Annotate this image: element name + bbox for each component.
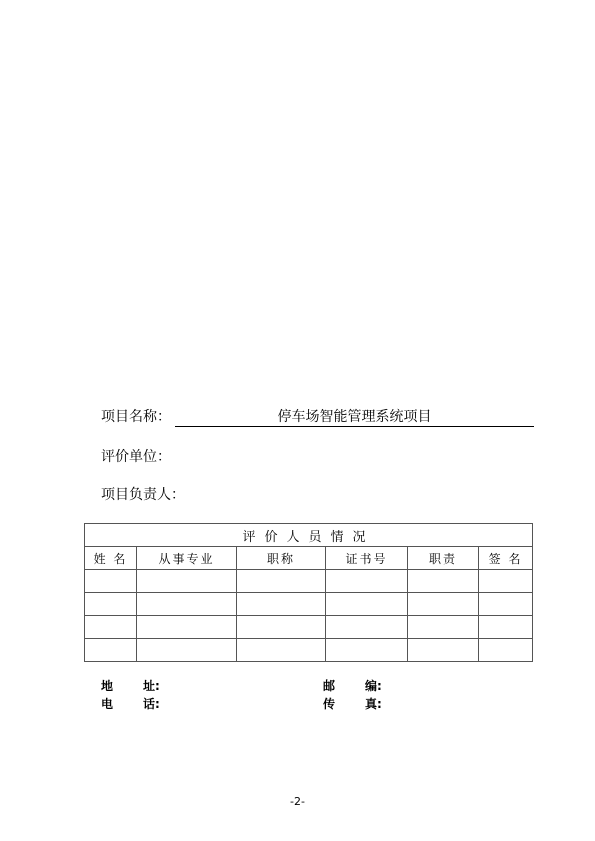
project-name-value: 停车场智能管理系统项目 bbox=[175, 408, 534, 427]
page-number: -2- bbox=[290, 795, 305, 808]
address-label-char2: 址: bbox=[143, 679, 160, 693]
header-name: 姓 名 bbox=[85, 547, 137, 570]
table-cell bbox=[479, 639, 533, 662]
table-cell bbox=[137, 570, 237, 593]
phone-label-char2: 话: bbox=[143, 697, 160, 711]
fax-field bbox=[323, 696, 382, 712]
table-row bbox=[85, 593, 533, 616]
evaluation-staff-table bbox=[84, 523, 533, 662]
table-cell bbox=[85, 639, 137, 662]
header-signature: 签 名 bbox=[479, 547, 533, 570]
table-cell bbox=[408, 593, 479, 616]
fax-label-char2: 真: bbox=[365, 697, 382, 711]
address-field bbox=[101, 678, 160, 694]
header-specialty: 从事专业 bbox=[137, 547, 237, 570]
postcode-label-char1: 邮 bbox=[323, 679, 336, 693]
project-leader-row bbox=[101, 486, 185, 504]
postcode-label-char2: 编: bbox=[365, 679, 382, 693]
table-header-row bbox=[85, 547, 533, 570]
project-leader-label: 项目负责人： bbox=[101, 487, 185, 503]
table-row bbox=[85, 570, 533, 593]
table-title: 评价人员情况 bbox=[85, 524, 533, 547]
project-name-label: 项目名称： bbox=[101, 409, 171, 425]
header-duty: 职责 bbox=[408, 547, 479, 570]
table-cell bbox=[137, 616, 237, 639]
table-cell bbox=[237, 616, 326, 639]
table-cell bbox=[326, 616, 408, 639]
postcode-field bbox=[323, 678, 382, 694]
table-cell bbox=[85, 616, 137, 639]
table-cell bbox=[85, 570, 137, 593]
table-cell bbox=[237, 570, 326, 593]
table-row bbox=[85, 616, 533, 639]
table-cell bbox=[85, 593, 137, 616]
table-cell bbox=[408, 570, 479, 593]
phone-field bbox=[101, 696, 160, 712]
table-row bbox=[85, 639, 533, 662]
table-cell bbox=[408, 639, 479, 662]
table-title-row bbox=[85, 524, 533, 547]
header-certificate: 证书号 bbox=[326, 547, 408, 570]
table-cell bbox=[237, 593, 326, 616]
table-cell bbox=[137, 639, 237, 662]
evaluation-unit-label: 评价单位： bbox=[101, 449, 171, 465]
table-cell bbox=[479, 593, 533, 616]
table-cell bbox=[326, 639, 408, 662]
table-cell bbox=[326, 593, 408, 616]
header-title: 职称 bbox=[237, 547, 326, 570]
table-cell bbox=[408, 616, 479, 639]
table-cell bbox=[326, 570, 408, 593]
phone-label-char1: 电 bbox=[101, 697, 114, 711]
fax-label-char1: 传 bbox=[323, 697, 336, 711]
table-cell bbox=[479, 570, 533, 593]
table-cell bbox=[237, 639, 326, 662]
evaluation-unit-row bbox=[101, 448, 171, 466]
table-cell bbox=[479, 616, 533, 639]
project-name-row bbox=[101, 408, 171, 426]
address-label-char1: 地 bbox=[101, 679, 114, 693]
table-cell bbox=[137, 593, 237, 616]
